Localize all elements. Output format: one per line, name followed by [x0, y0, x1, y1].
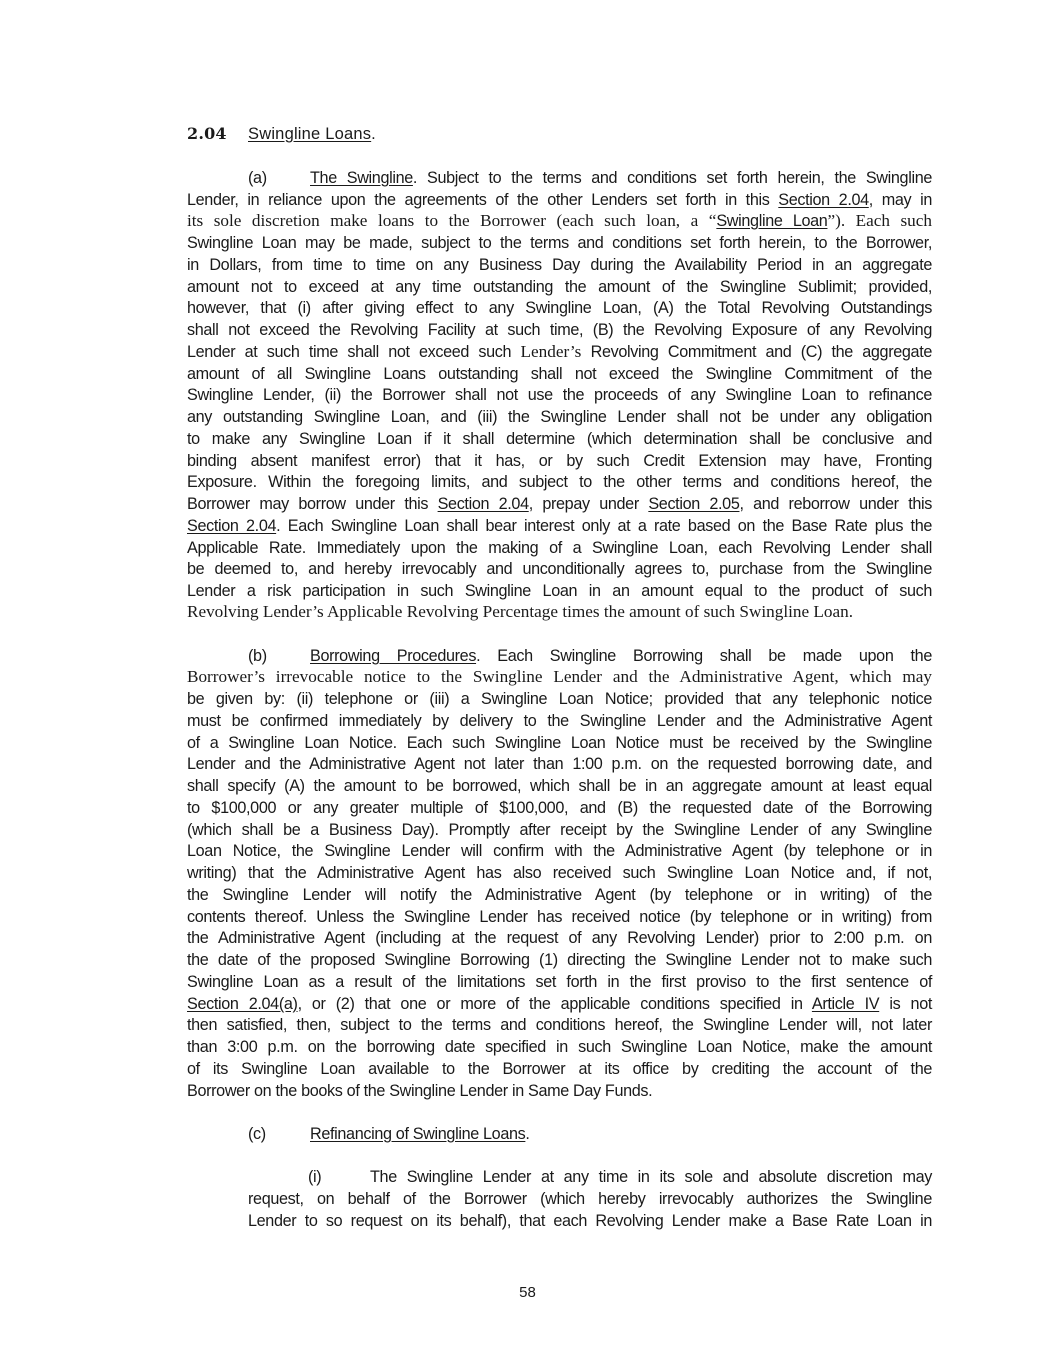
subparagraph-label: (i): [308, 1168, 322, 1186]
text-line: Lender to so request on its behalf), that each Revolving Lender make a Base Rate Loan in: [248, 1212, 932, 1230]
page-number: 58: [519, 1284, 536, 1301]
cross-reference-link[interactable]: Section 2.04(a): [187, 995, 298, 1013]
text-line: in Dollars, from time to time on any Business Day during the Availability Period in an aggregate: [187, 256, 932, 274]
cross-reference-link[interactable]: Section 2.04: [187, 517, 277, 535]
text-line: than 3:00 p.m. on the borrowing date specified in such Swingline Loan Notice, make the amount: [187, 1038, 932, 1056]
cross-reference-link[interactable]: Section 2.04: [778, 191, 869, 209]
paragraph-label: (a): [248, 169, 267, 187]
paragraph-heading: Borrowing Procedures: [310, 647, 477, 665]
paragraph-label: (c): [248, 1125, 266, 1143]
text-line: then satisfied, then, subject to the terms and conditions hereof, the Swingline Lender will, not later: [187, 1016, 932, 1034]
text-line: Loan Notice, the Swingline Lender will confirm with the Administrative Agent (by telephone or in: [187, 842, 932, 860]
text-line: writing) that the Administrative Agent has also received such Swingline Loan Notice and, if not,: [187, 864, 932, 882]
text-line: Swingline Loan may be made, subject to the terms and conditions set forth herein, to the Borrower,: [187, 234, 932, 252]
text-line: Applicable Rate. Immediately upon the making of a Swingline Loan, each Revolving Lender shall: [187, 539, 932, 557]
text-line: Borrower’s irrevocable notice to the Swingline Lender and the Administrative Agent, which may: [187, 667, 932, 686]
text-line: of its Swingline Loan available to the Borrower at its office by crediting the account of the: [187, 1060, 932, 1078]
section-title: Swingline Loans: [248, 125, 372, 143]
text-line: its sole discretion make loans to the Borrower (each such loan, a “Swingline Loan”). Each such: [187, 211, 932, 230]
text-line: Exposure. Within the foregoing limits, and subject to the other terms and conditions hereof, the: [187, 473, 932, 491]
text-line: (c) Refinancing of Swingline Loans.: [187, 1124, 932, 1144]
text-line: however, that (i) after giving effect to any Swingline Loan, (A) the Total Revolving Outstandings: [187, 299, 932, 317]
text-line: any outstanding Swingline Loan, and (iii) the Swingline Lender shall not be under any obligation: [187, 408, 932, 426]
text-line: Section 2.04. Each Swingline Loan shall bear interest only at a rate based on the Base Rate plus the: [187, 517, 932, 535]
text-line: be given by: (ii) telephone or (iii) a Swingline Loan Notice; provided that any telephonic notice: [187, 690, 932, 708]
text-line: to $100,000 or any greater multiple of $100,000, and (B) the requested date of the Borrowing: [187, 799, 932, 817]
text-line: shall specify (A) the amount to be borrowed, which shall be in an aggregate amount at least equal: [187, 777, 932, 795]
text-line: contents thereof. Unless the Swingline Lender has received notice (by telephone or in writing) from: [187, 908, 932, 926]
section-heading: [187, 124, 376, 144]
text-line: binding absent manifest error) that it has, or by such Credit Extension may have, Fronting: [187, 452, 932, 470]
text-line: amount of all Swingline Loans outstanding shall not exceed the Swingline Commitment of the: [187, 365, 932, 383]
text-line: Lender, in reliance upon the agreements of the other Lenders set forth in this Section 2.04, may in: [187, 191, 933, 209]
section-title-suffix: .: [371, 125, 376, 143]
text-line: (i) The Swingline Lender at any time in its sole and absolute discretion may: [248, 1167, 932, 1187]
paragraph-heading: Refinancing of Swingline Loans: [310, 1125, 526, 1143]
text-line: Borrower may borrow under this Section 2.04, prepay under Section 2.05, and reborrow under this: [187, 495, 932, 513]
text-line: (a) The Swingline. Subject to the terms and conditions set forth herein, the Swingline: [187, 168, 932, 188]
cross-reference-link[interactable]: Article IV: [811, 995, 880, 1013]
text-line: (b) Borrowing Procedures. Each Swingline Borrowing shall be made upon the: [187, 646, 932, 666]
text-line: must be confirmed immediately by delivery to the Swingline Lender and the Administrative Agent: [187, 712, 932, 730]
text-line: to make any Swingline Loan if it shall determine (which determination shall be conclusive and: [187, 430, 932, 448]
text-line: Borrower on the books of the Swingline Lender in Same Day Funds.: [187, 1082, 653, 1100]
defined-term: Swingline Loan: [716, 212, 828, 230]
cross-reference-link[interactable]: Section 2.05: [648, 495, 740, 513]
text-line: the date of the proposed Swingline Borrowing (1) directing the Swingline Lender not to make such: [187, 951, 932, 969]
text-line: shall not exceed the Revolving Facility at such time, (B) the Revolving Exposure of any Revolving: [187, 321, 932, 339]
text-line: of a Swingline Loan Notice. Each such Swingline Loan Notice must be received by the Swingline: [187, 734, 932, 752]
text-line: Swingline Loan as a result of the limitations set forth in the first proviso to the first sentence of: [187, 973, 932, 991]
text-line: the Administrative Agent (including at the request of any Revolving Lender) prior to 2:00 p.m. on: [187, 929, 932, 947]
text-line: (which shall be a Business Day). Promptly after receipt by the Swingline Lender of any Swingline: [187, 821, 932, 839]
section-number: 2.04: [187, 124, 227, 143]
text-line: the Swingline Lender will notify the Administrative Agent (by telephone or in writing) of the: [187, 886, 932, 904]
text-line: request, on behalf of the Borrower (which hereby irrevocably authorizes the Swingline: [248, 1190, 932, 1208]
text-line: Lender a risk participation in such Swingline Loan in an amount equal to the product of such: [187, 582, 932, 600]
text-line: Section 2.04(a), or (2) that one or more of the applicable conditions specified in Article IV is not: [187, 995, 932, 1013]
paragraph-heading: The Swingline: [310, 169, 413, 187]
cross-reference-link[interactable]: Section 2.04: [437, 495, 529, 513]
text-line: Swingline Lender, (ii) the Borrower shall not use the proceeds of any Swingline Loan to refinance: [187, 386, 932, 404]
text-line: be deemed to, and hereby irrevocably and unconditionally agrees to, purchase from the Swingline: [187, 560, 932, 578]
paragraph-label: (b): [248, 647, 267, 665]
text-line: Lender at such time shall not exceed such Lender’s Revolving Commitment and (C) the aggregate: [187, 342, 932, 361]
text-line: Lender and the Administrative Agent not later than 1:00 p.m. on the requested borrowing date, and: [187, 755, 932, 773]
text-line: Revolving Lender’s Applicable Revolving Percentage times the amount of such Swingline Loan.: [187, 602, 854, 621]
text-line: amount not to exceed at any time outstanding the amount of the Swingline Sublimit; provided,: [187, 278, 932, 296]
